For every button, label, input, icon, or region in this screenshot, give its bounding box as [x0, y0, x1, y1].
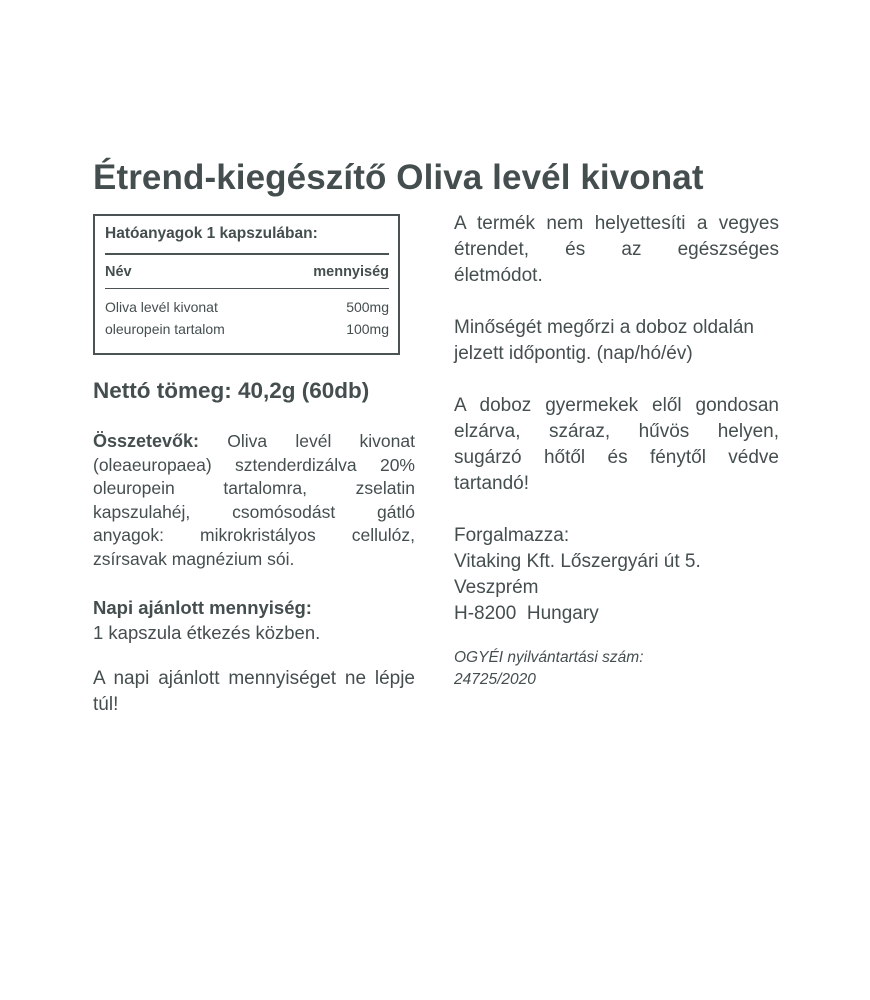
- registration-number: 24725/2020: [454, 671, 536, 688]
- composition-text: Oliva levél kivonat (oleaeuropaea) sztenderdizálva 20% oleuropein tartalomra, zselatin kapszulahéj, csomósodást gátló anyagok: mikrokristályos cellulóz, zsírsavak magnézium sói.: [93, 431, 415, 569]
- table-row: [105, 318, 389, 340]
- distributor-city: Veszprém: [454, 577, 539, 598]
- ingredient-name: Oliva levél kivonat: [105, 299, 218, 315]
- product-title: Étrend-kiegészítő Oliva levél kivonat: [93, 158, 704, 197]
- ingredient-amount: 500mg: [346, 299, 389, 315]
- storage-notice: A doboz gyermekek elől gondosan elzárva, száraz, hűvös helyen, sugárzó hőtől és fénytől védve tartandó!: [454, 395, 779, 494]
- daily-dose: [93, 595, 415, 645]
- left-column: [93, 214, 415, 718]
- dose-warning: A napi ajánlott mennyiséget ne lépje túl!: [93, 668, 415, 715]
- daily-dose-text: 1 kapszula étkezés közben.: [93, 622, 321, 643]
- ingredients-table: [93, 214, 400, 355]
- table-divider: [105, 288, 389, 289]
- distributor-block: [454, 523, 779, 627]
- column-header-amount: mennyiség: [313, 264, 389, 280]
- composition-label: Összetevők:: [93, 431, 200, 451]
- net-weight: Nettó tömeg: 40,2g (60db): [93, 378, 370, 403]
- daily-dose-label: Napi ajánlott mennyiség:: [93, 597, 312, 618]
- table-row: [105, 296, 389, 318]
- best-before-notice: Minőségét megőrzi a doboz oldalán jelzett időpontig. (nap/hó/év): [454, 317, 754, 364]
- registration-label: OGYÉI nyilvántartási szám:: [454, 649, 644, 666]
- composition: [93, 430, 415, 571]
- distributor-postcode-country: H-8200 Hungary: [454, 603, 599, 624]
- ingredient-amount: 100mg: [346, 321, 389, 337]
- column-header-name: Név: [105, 264, 132, 280]
- ingredients-table-heading: Hatóanyagok 1 kapszulában:: [105, 225, 318, 242]
- right-column: [454, 211, 779, 691]
- ingredient-name: oleuropein tartalom: [105, 321, 225, 337]
- substitute-notice: A termék nem helyettesíti a vegyes étrendet, és az egészséges életmódot.: [454, 213, 779, 286]
- table-header-row: [105, 255, 389, 288]
- registration-block: [454, 647, 779, 691]
- distributor-address-line: Vitaking Kft. Lőszergyári út 5.: [454, 551, 701, 572]
- distributor-label: Forgalmazza:: [454, 525, 570, 546]
